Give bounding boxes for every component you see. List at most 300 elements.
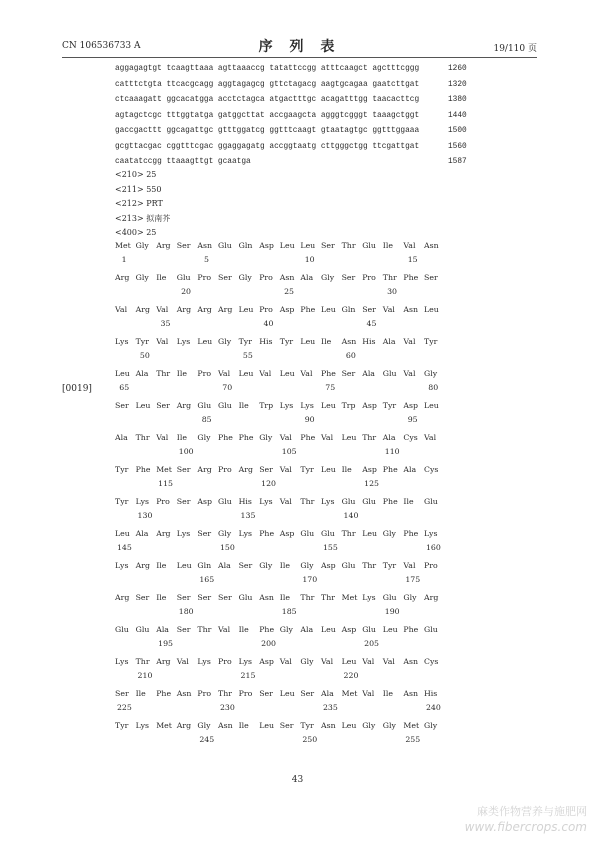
amino-acid: Lys	[176, 337, 191, 346]
amino-acid: Met	[156, 721, 172, 730]
amino-acid: Ile	[403, 497, 414, 506]
amino-acid: Pro	[197, 273, 212, 282]
amino-acid: Ile	[279, 593, 290, 602]
amino-acid: Val	[115, 305, 128, 314]
sequence-line	[115, 78, 467, 94]
amino-acid: Lys	[115, 337, 129, 346]
amino-acid: Lys	[115, 657, 129, 666]
amino-acid: Gly	[279, 625, 293, 634]
amino-acid: Gly	[135, 273, 149, 282]
amino-acid: Thr	[300, 497, 315, 506]
amino-acid: Val	[382, 657, 395, 666]
amino-acid: Val	[279, 465, 292, 474]
residue-number: 170	[302, 575, 318, 584]
amino-acid: Ile	[156, 273, 167, 282]
amino-acid: Gly	[382, 721, 396, 730]
amino-acid: Val	[156, 433, 169, 442]
amino-acid: Thr	[362, 561, 377, 570]
amino-acid: Glu	[218, 401, 232, 410]
residue-number: 1	[121, 255, 127, 264]
page-info: 19/110 页	[493, 44, 537, 54]
amino-acid: Ser	[218, 593, 232, 602]
amino-acid: Trp	[341, 401, 356, 410]
amino-acid: Ile	[238, 401, 249, 410]
sequence-position: 1500	[448, 127, 467, 135]
amino-acid: Phe	[156, 689, 172, 698]
residue-number: 235	[322, 703, 338, 712]
amino-acid: Gly	[259, 561, 273, 570]
amino-acid: Ser	[115, 689, 129, 698]
amino-acid: Thr	[135, 433, 150, 442]
amino-acid: Phe	[218, 433, 233, 442]
amino-acid: Thr	[156, 369, 171, 378]
paragraph-marker: [0019]	[62, 384, 92, 394]
amino-acid: Ile	[238, 625, 249, 634]
amino-acid: Ser	[259, 689, 273, 698]
amino-acid: Leu	[321, 305, 336, 314]
amino-acid: Gly	[135, 241, 149, 250]
amino-acid: Met	[341, 689, 358, 698]
amino-acid: Gly	[197, 721, 211, 730]
amino-acid: Gln	[341, 305, 356, 314]
residue-number: 250	[302, 735, 318, 744]
header-rule	[62, 57, 537, 58]
residue-number: 55	[242, 351, 253, 360]
amino-acid: Val	[403, 369, 416, 378]
amino-acid: Glu	[321, 529, 335, 538]
amino-acid: Tyr	[135, 337, 149, 346]
amino-acid: His	[424, 689, 438, 698]
amino-acid: Asp	[279, 305, 295, 314]
amino-acid: Tyr	[382, 401, 397, 410]
amino-acid: Ser	[218, 273, 232, 282]
amino-acid: Val	[279, 497, 292, 506]
amino-acid: Val	[156, 337, 169, 346]
amino-acid: Leu	[424, 305, 439, 314]
amino-acid: Gln	[238, 241, 253, 250]
amino-acid: Tyr	[300, 721, 314, 730]
residue-number: 105	[281, 447, 297, 456]
sequence-position: 1380	[448, 96, 467, 104]
metadata-line: <211> 550	[115, 184, 162, 194]
amino-acid: Lys	[135, 721, 150, 730]
amino-acid: Met	[341, 593, 358, 602]
amino-acid: Lys	[424, 529, 438, 538]
amino-acid: Leu	[259, 721, 275, 730]
residue-number: 130	[137, 511, 153, 520]
residue-number: 95	[407, 415, 418, 424]
document-title: 序 列 表	[258, 39, 341, 55]
metadata-line: <210> 25	[115, 170, 157, 179]
amino-acid: Phe	[403, 273, 419, 282]
amino-acid: Ser	[176, 593, 191, 602]
amino-acid: Glu	[341, 561, 356, 570]
amino-acid: Leu	[238, 305, 254, 314]
residue-number: 120	[261, 479, 277, 488]
amino-acid: Pro	[218, 657, 232, 666]
residue-number: 145	[116, 543, 132, 552]
amino-acid: Asn	[424, 241, 439, 250]
residue-number: 240	[425, 703, 441, 712]
sequence-text: catttctgta ttcacgcagg aggtagagcg gttctagacg aagtgcagaa gaatcttgat	[115, 80, 420, 89]
amino-acid: Glu	[362, 625, 376, 634]
amino-acid: Asp	[259, 657, 274, 666]
residue-number: 255	[405, 735, 421, 744]
sequence-text: gaccgacttt ggcagattgc gtttggatcg ggtttcaagt gtaatagtgc ggtttggaaa	[115, 127, 420, 135]
amino-acid: Met	[403, 721, 420, 730]
residue-number: 70	[222, 383, 233, 392]
amino-acid: Val	[424, 433, 437, 442]
amino-acid: Ile	[382, 689, 393, 698]
amino-acid: Pro	[156, 497, 170, 506]
amino-acid: Ile	[279, 561, 290, 570]
amino-acid: Arg	[176, 721, 192, 730]
amino-acid: Phe	[259, 625, 275, 634]
sequence-position: 1440	[448, 111, 467, 120]
amino-acid: His	[362, 337, 376, 346]
residue-number: 215	[240, 671, 256, 680]
amino-acid: Val	[382, 305, 395, 314]
amino-acid: Ala	[362, 369, 375, 378]
page-number: 43	[291, 775, 304, 785]
amino-acid: Leu	[300, 241, 316, 250]
amino-acid: Phe	[259, 529, 275, 538]
amino-acid: Tyr	[279, 337, 294, 346]
residue-number: 140	[343, 511, 359, 520]
amino-acid: Glu	[362, 241, 376, 250]
amino-acid: Glu	[135, 625, 150, 634]
residue-number: 175	[405, 575, 421, 584]
amino-acid: Gly	[382, 529, 396, 538]
amino-acid: Leu	[341, 721, 357, 730]
amino-acid: Arg	[176, 401, 192, 410]
amino-acid: Asp	[259, 241, 274, 250]
amino-acid: Arg	[135, 561, 150, 570]
amino-acid: Leu	[115, 369, 130, 378]
amino-acid: Val	[300, 369, 313, 378]
amino-acid: Val	[156, 305, 169, 314]
amino-acid: Val	[403, 241, 416, 250]
amino-acid: Glu	[362, 497, 376, 506]
amino-acid: Glu	[424, 497, 438, 506]
sequence-line	[115, 93, 467, 109]
amino-acid: Asn	[279, 273, 295, 282]
amino-acid: Gly	[197, 433, 211, 442]
amino-acid: Arg	[135, 305, 150, 314]
residue-number: 150	[219, 543, 235, 552]
amino-acid: Val	[279, 433, 292, 442]
sequence-text: gcgttacgac cggtttcgac ggaggagatg accggtaatg cttgggctgg ttcgattgat	[115, 142, 420, 151]
sequence-position: 1587	[448, 158, 467, 166]
amino-acid: Asp	[341, 625, 357, 634]
amino-acid: Ser	[176, 241, 191, 250]
residue-number: 60	[345, 351, 356, 360]
sequence-text: agtagctcgc tttggtatga gatggcttat accgaagcta agggtcgggt taaagctggt	[115, 111, 420, 120]
amino-acid: Ser	[341, 273, 356, 282]
amino-acid: Phe	[403, 625, 419, 634]
amino-acid: Asn	[341, 337, 357, 346]
amino-acid: Asp	[279, 529, 295, 538]
amino-acid: Ile	[238, 721, 249, 730]
page-header	[62, 36, 537, 56]
amino-acid: Phe	[135, 465, 151, 474]
amino-acid: Leu	[382, 625, 398, 634]
amino-acid: Val	[362, 657, 375, 666]
residue-number: 200	[261, 639, 277, 648]
amino-acid: Gly	[300, 561, 314, 570]
amino-acid: Arg	[424, 593, 439, 602]
amino-acid: Asp	[197, 497, 213, 506]
amino-acid: Glu	[218, 241, 232, 250]
sequence-line	[115, 124, 467, 140]
sequence-position: 1320	[448, 80, 467, 89]
amino-acid: Leu	[341, 433, 357, 442]
residue-number: 85	[201, 415, 212, 424]
sequence-line	[115, 109, 467, 125]
amino-acid: Ile	[176, 369, 187, 378]
amino-acid: Arg	[115, 273, 130, 282]
amino-acid: Pro	[197, 689, 212, 698]
patent-number: CN 106536733 A	[62, 41, 141, 51]
amino-acid: Ser	[176, 625, 191, 634]
amino-acid: Ser	[238, 561, 253, 570]
amino-acid: Lys	[238, 529, 253, 538]
residue-number: 185	[281, 607, 297, 616]
amino-acid: Ala	[382, 337, 396, 346]
amino-acid: Glu	[341, 497, 356, 506]
amino-acid: Asn	[321, 721, 336, 730]
residue-number: 90	[304, 415, 315, 424]
amino-acid: Arg	[176, 305, 192, 314]
metadata-line: <212> PRT	[115, 199, 163, 208]
residue-number: 245	[199, 735, 215, 744]
residue-number: 25	[284, 287, 295, 296]
residue-number: 180	[178, 607, 194, 616]
amino-acid: Tyr	[300, 465, 314, 474]
amino-acid: Ala	[156, 625, 169, 634]
watermark-url: www.fibercrops.com	[464, 820, 587, 834]
residue-number: 210	[137, 671, 153, 680]
amino-acid: Thr	[382, 273, 397, 282]
amino-acid: Gln	[197, 561, 212, 570]
amino-acid: Ile	[382, 241, 393, 250]
amino-acid: Lys	[176, 529, 191, 538]
amino-acid: His	[259, 337, 273, 346]
residue-number: 75	[325, 383, 336, 392]
residue-number: 20	[181, 287, 192, 296]
amino-acid: Gly	[403, 593, 417, 602]
amino-acid: Ala	[321, 689, 334, 698]
residue-number: 10	[304, 255, 315, 264]
residue-number: 195	[158, 639, 174, 648]
amino-acid: Phe	[238, 433, 254, 442]
amino-acid: Ala	[300, 625, 314, 634]
residue-number: 110	[384, 447, 400, 456]
amino-acid: Ser	[115, 401, 129, 410]
amino-acid: Val	[403, 561, 416, 570]
amino-acid: Gly	[362, 721, 376, 730]
residue-number: 100	[178, 447, 194, 456]
amino-acid: Ser	[300, 689, 315, 698]
residue-number: 30	[387, 287, 398, 296]
amino-acid: Tyr	[115, 721, 129, 730]
amino-acid: Ala	[115, 433, 128, 442]
sequence-line	[115, 62, 467, 78]
residue-number: 125	[364, 479, 380, 488]
amino-acid: Arg	[197, 465, 212, 474]
amino-acid: Leu	[321, 401, 336, 410]
amino-acid: Pro	[238, 689, 253, 698]
amino-acid: Thr	[341, 241, 356, 250]
amino-acid: Glu	[218, 497, 232, 506]
amino-acid: Ser	[321, 241, 335, 250]
amino-acid: Ala	[135, 369, 149, 378]
residue-number: 65	[119, 383, 130, 392]
amino-acid: Glu	[300, 529, 315, 538]
amino-acid: Val	[279, 657, 292, 666]
sequence-position: 1560	[448, 142, 467, 151]
amino-acid: Ile	[135, 689, 146, 698]
amino-acid: Leu	[176, 561, 192, 570]
amino-acid: Leu	[279, 689, 295, 698]
residue-number: 165	[199, 575, 215, 584]
amino-acid: Asp	[403, 401, 419, 410]
amino-acid: Leu	[197, 337, 213, 346]
amino-acid: Glu	[238, 593, 253, 602]
amino-acid: Asn	[197, 241, 213, 250]
amino-acid: Arg	[115, 593, 130, 602]
amino-acid: Pro	[197, 369, 212, 378]
amino-acid: Glu	[382, 369, 397, 378]
residue-number: 45	[366, 319, 377, 328]
amino-acid: Phe	[300, 433, 316, 442]
residue-number: 35	[160, 319, 171, 328]
amino-acid: Pro	[259, 305, 273, 314]
amino-acid: Cys	[403, 433, 418, 442]
amino-acid: Lys	[115, 561, 129, 570]
residue-number: 135	[240, 511, 256, 520]
residue-number: 155	[322, 543, 338, 552]
amino-acid: Leu	[321, 625, 336, 634]
sequence-position: 1260	[448, 65, 467, 73]
amino-acid: Ile	[156, 561, 167, 570]
amino-acid: Arg	[156, 241, 171, 250]
amino-acid: Ile	[176, 433, 187, 442]
amino-acid: Glu	[382, 593, 397, 602]
amino-acid: Thr	[362, 433, 377, 442]
amino-acid: Val	[259, 369, 272, 378]
amino-acid: Ser	[176, 465, 191, 474]
amino-acid: Phe	[382, 497, 398, 506]
residue-number: 115	[158, 479, 174, 488]
amino-acid: Leu	[341, 657, 357, 666]
amino-acid: Ser	[259, 465, 273, 474]
amino-acid: Tyr	[115, 497, 129, 506]
amino-acid: Ala	[300, 273, 314, 282]
amino-acid: Leu	[362, 529, 378, 538]
amino-acid: Arg	[238, 465, 253, 474]
amino-acid: Pro	[424, 561, 438, 570]
residue-number: 50	[139, 351, 150, 360]
amino-acid: Gly	[238, 273, 252, 282]
amino-acid: Asp	[321, 561, 336, 570]
amino-acid: Asn	[218, 721, 233, 730]
amino-acid: Ser	[197, 593, 212, 602]
amino-acid: Ile	[341, 465, 352, 474]
amino-acid: Cys	[424, 657, 439, 666]
amino-acid: Asn	[403, 657, 419, 666]
amino-acid: Tyr	[424, 337, 438, 346]
amino-acid: Arg	[156, 529, 171, 538]
amino-acid: Pro	[259, 273, 273, 282]
amino-acid: Ser	[424, 273, 438, 282]
amino-acid: Arg	[156, 657, 171, 666]
amino-acid: Asn	[403, 689, 419, 698]
amino-acid: Leu	[424, 401, 439, 410]
residue-number: 160	[425, 543, 441, 552]
amino-acid: Ser	[362, 305, 376, 314]
amino-acid: Lys	[197, 657, 211, 666]
amino-acid: Thr	[300, 593, 315, 602]
amino-acid: Ser	[135, 593, 150, 602]
amino-acid: Asp	[362, 465, 377, 474]
amino-acid: Glu	[115, 625, 129, 634]
residue-number: 40	[263, 319, 274, 328]
amino-acid: Pro	[218, 465, 232, 474]
amino-acid: Val	[362, 689, 375, 698]
amino-acid: Leu	[135, 401, 151, 410]
amino-acid: Tyr	[382, 561, 397, 570]
amino-acid: Gly	[218, 529, 232, 538]
amino-acid: Gly	[321, 273, 335, 282]
amino-acid: Asn	[403, 305, 419, 314]
sequence-metadata	[115, 168, 170, 241]
amino-acid: Glu	[197, 401, 212, 410]
amino-acid: Ser	[197, 529, 212, 538]
amino-acid: Ala	[218, 561, 231, 570]
amino-acid: Lys	[135, 497, 150, 506]
amino-acid: Met	[156, 465, 172, 474]
residue-number: 80	[428, 383, 439, 392]
amino-acid: Glu	[176, 273, 191, 282]
amino-acid: His	[238, 497, 252, 506]
amino-acid: Gly	[300, 657, 314, 666]
residue-number: 15	[407, 255, 418, 264]
amino-acid: Gly	[259, 433, 273, 442]
residue-number: 225	[116, 703, 132, 712]
amino-acid: Leu	[300, 337, 316, 346]
amino-acid: Lys	[279, 401, 294, 410]
metadata-line: <400> 25	[115, 228, 157, 237]
amino-acid: Ile	[156, 593, 167, 602]
residue-number: 205	[364, 639, 380, 648]
amino-acid: Val	[218, 625, 231, 634]
amino-acid: Thr	[218, 689, 232, 698]
amino-acid: Leu	[115, 529, 130, 538]
amino-acid: Arg	[197, 305, 212, 314]
amino-acid: Ser	[176, 497, 191, 506]
amino-acid: Ser	[341, 369, 356, 378]
amino-acid: Ala	[135, 529, 149, 538]
amino-acid: Lys	[300, 401, 314, 410]
amino-acid: Gly	[424, 369, 438, 378]
sequence-text: ctcaaagatt ggcacatgga acctctagca atgactttgc acagatttgg taacacttcg	[115, 96, 420, 104]
amino-acid: Ile	[321, 337, 332, 346]
amino-acid: Val	[176, 657, 189, 666]
sequence-line	[115, 140, 467, 156]
residue-number: 230	[219, 703, 235, 712]
amino-acid: Thr	[135, 657, 150, 666]
